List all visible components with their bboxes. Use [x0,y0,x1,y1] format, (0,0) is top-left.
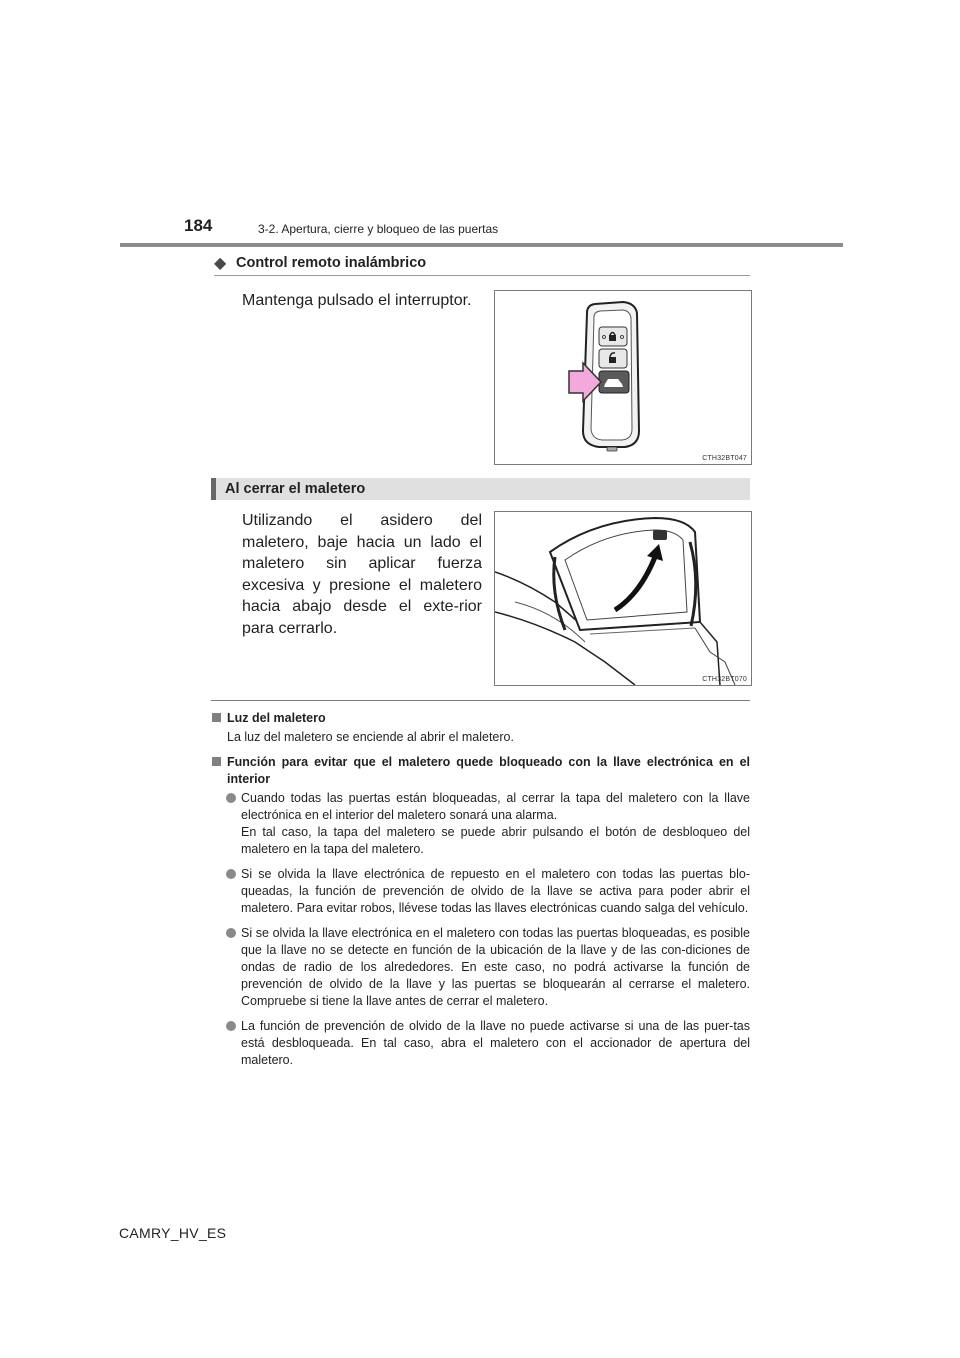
bullet-text: En tal caso, la tapa del maletero se puede abrir pulsando el botón de desbloqueo del maletero en la tapa del maletero. [241,825,750,856]
note-title-text: Función para evitar que el maletero quede bloqueado con la llave electrónica en el interior [227,755,750,786]
square-bullet-icon [212,757,221,766]
note-text-light: La luz del maletero se enciende al abrir el maletero. [227,730,514,744]
heading-bar [211,478,216,500]
divider [211,700,750,701]
page-number: 184 [184,216,213,235]
subsection-heading [214,253,750,276]
header-rule [120,243,843,247]
circle-bullet-icon [226,869,236,879]
footer-model: CAMRY_HV_ES [119,1225,227,1241]
figure-code: CTH32BT047 [702,455,747,462]
remote-instruction: Mantenga pulsado el interruptor. [242,292,472,309]
circle-bullet-icon [226,1021,236,1031]
list-item [211,925,750,1010]
note-title-light [211,710,750,727]
square-bullet-icon [212,713,221,722]
trunk-figure [494,511,752,686]
section-heading-box [211,478,750,500]
bullet-text: La función de prevención de olvido de la llave no puede activarse si una de las puer-tas está desbloqueada. En tal caso, abra el maletero con el accionador de apertura del maletero. [241,1019,750,1067]
diamond-icon: ◆ [214,255,227,272]
key-fob-figure [494,290,752,465]
section-heading-text: Al cerrar el maletero [225,481,366,497]
key-fob-illustration [495,291,751,464]
subsection-heading-text: Control remoto inalámbrico [236,255,427,271]
list-item [211,790,750,858]
note-title-text: Luz del maletero [227,711,326,725]
bullet-text: Si se olvida la llave electrónica en el maletero con todas las puertas bloqueadas, es posible que la llave no se detecte en función de la ubicación de la llave y de las con-diciones de ondas de radio de los alrededores. En este caso, no podrá activarse la función de prevención de olvido de la llave y las puertas se bloquearán al cerrarse el maletero. Compruebe si tiene la llave antes de cerrar el maletero. [241,926,750,1008]
list-item [211,866,750,917]
circle-bullet-icon [226,793,236,803]
trunk-close-instruction: Utilizando el asidero del maletero, baje hacia un lado el maletero sin aplicar fuerza excesiva y presione el maletero hacia abajo desde el exte-rior para cerrarlo. [242,512,482,637]
note-title-lock [211,754,750,788]
circle-bullet-icon [226,928,236,938]
notes-section [211,710,750,1077]
bullet-text: Si se olvida la llave electrónica de repuesto en el maletero con todas las puertas blo-queadas, la función de prevención de olvido de la llave se activa para poder abrir el maletero. Para evitar robos, llévese todas las llaves electrónicas cuando salga del vehículo. [241,867,750,915]
trunk-illustration [495,512,751,685]
bullet-text: Cuando todas las puertas están bloqueadas, al cerrar la tapa del maletero con la llave electrónica en el interior del maletero sonará una alarma. [241,791,750,822]
figure-code: CTH32BT070 [702,676,747,683]
section-header: 3-2. Apertura, cierre y bloqueo de las puertas [258,222,499,236]
list-item [211,1018,750,1069]
